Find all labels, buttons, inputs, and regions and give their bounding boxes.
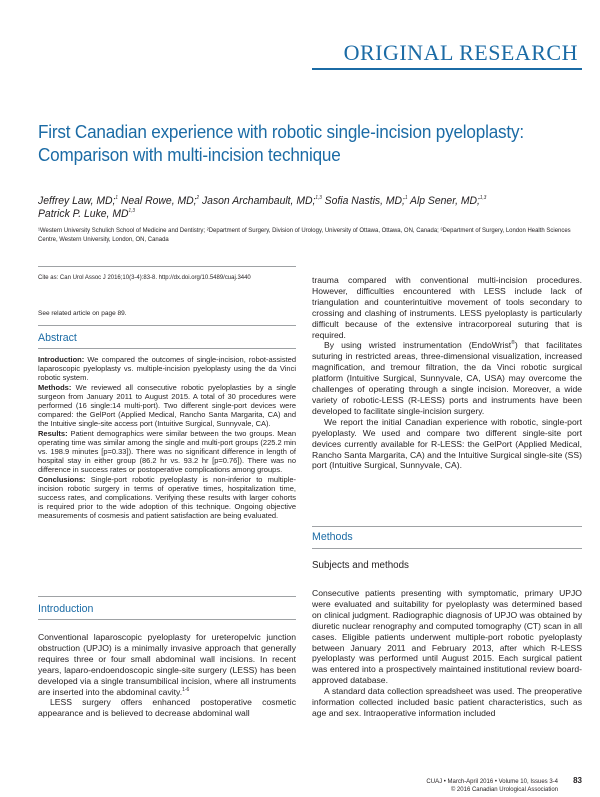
divider <box>38 596 296 597</box>
paragraph: Conventional laparoscopic pyeloplasty for ureteropelvic junction obstruction (UPJO) is a minimally invasive approach that generally requires three or four small abdominal wall incisions. In recent years, laparo-endoendoscopic single-site surgery (LESS) has been developed via a single transumbilical incision, where all instruments are inserted into the abdominal cavity. <box>38 632 296 697</box>
abstract-label: Introduction: <box>38 355 85 364</box>
introduction-body <box>38 632 296 719</box>
paragraph: Consecutive patients presenting with symptomatic, primary UPJO were evaluated and suitability for pyeloplasty was determined based on clinical judgment. Radiographic diagnosis of UPJO was obtained by diuretic nuclear renography and computed tomography (CT) scan in all cases. Eligible patients underwent multiple-port robotic pyeloplasty between January 2011 and February 2013, after which R-LESS pyeloplasty was performed until August 2015. Each surgical patient was entered into a prospectively maintained institutional review board-approved database. <box>312 588 582 686</box>
methods-heading: Methods <box>312 531 353 543</box>
abstract-text: Patient demographics were similar between the two groups. Mean operating time was similar among the single and multi-port groups (225.2 min vs. 198.9 minutes [p=0.33]). There was no significant difference in length of hospital stay in either group (86.2 hr vs. 93.2 hr [p=0.76]). There was no difference in success rates or postoperative complications among groups. <box>38 428 296 475</box>
abstract-heading: Abstract <box>38 332 77 344</box>
author-name: Jeffrey Law, MD; <box>38 195 116 207</box>
author-affil: 1,3 <box>315 195 322 202</box>
right-column-bottom <box>312 588 582 719</box>
author-name: Sofia Nastis, MD; <box>321 195 405 207</box>
divider <box>38 266 296 267</box>
divider <box>312 526 582 527</box>
abstract-text: We compared the outcomes of single-incision, robot-assisted laparoscopic pyeloplasty vs. multiple-incision pyeloplasty using the da Vinci robotic system. <box>38 355 296 383</box>
right-column-top <box>312 275 582 471</box>
divider <box>38 325 296 326</box>
author-name: Alp Sener, MD; <box>407 195 480 207</box>
author-affil: 2 <box>196 195 200 202</box>
paragraph: trauma compared with conventional multi-incision procedures. However, difficulties encountered with LESS include lack of triangulation and counterintuitive movement of tools secondary to crossing and clashing of instruments. LESS pyeloplasty is particularly difficult because of the extensive intracorporeal suturing that is required. <box>312 275 582 340</box>
article-title: First Canadian experience with robotic single-incision pyeloplasty: Comparison with multi-incision technique <box>38 121 524 165</box>
abstract-text: Single-port robotic pyeloplasty is non-inferior to multiple-incision robotic surgery in terms of operative times, hospitalization time, success rates, and complications. Verifying these results with larger cohorts is required prior to the wide adoption of this technique. Ongoing objective measurements of cosmesis and patient satisfaction are being evaluated. <box>38 474 296 521</box>
paragraph: By using wristed instrumentation (EndoWrist <box>324 340 512 351</box>
paragraph: A standard data collection spreadsheet was used. The preoperative information collected included basic patient characteristics, such as age and sex. Intraoperative information included <box>312 686 582 718</box>
abstract-label: Methods: <box>38 382 72 392</box>
author-affil: 1 <box>404 195 408 202</box>
author-affil: 1 <box>115 195 118 202</box>
page-number: 83 <box>573 776 582 785</box>
author-affil: 1,3 <box>479 195 487 202</box>
reference-marker: 1-6 <box>182 686 190 693</box>
section-label: ORIGINAL RESEARCH <box>343 40 578 65</box>
paragraph: ) that facilitates suturing in restricted areas, three-dimensional visualization, increased magnification, and tremour filtration, the da Vinci robotic surgical platform (Intuitive Surgical, Sunnyvale, CA, USA) may overcome the challenges of operating through a single incision. Moreover, a wide variety of robotic-LESS (R-LESS) ports and instruments have been developed to facilitate single-incision surgery. <box>312 340 582 416</box>
citation: Cite as: Can Urol Assoc J 2016;10(3-4):83-8. http://dx.doi.org/10.5489/cuaj.3440 <box>38 274 251 281</box>
abstract-label: Conclusions: <box>38 474 86 484</box>
paragraph: LESS surgery offers enhanced postoperative cosmetic appearance and is believed to decrease abdominal wall <box>38 697 296 719</box>
section-rule <box>312 68 582 70</box>
related-article-note: See related article on page 89. <box>38 310 127 317</box>
subjects-heading: Subjects and methods <box>312 560 409 571</box>
abstract-body <box>38 355 296 521</box>
divider <box>38 619 296 620</box>
divider <box>312 548 582 549</box>
registered-mark: ® <box>511 340 515 347</box>
affiliations: ¹Western University Schulich School of Medicine and Dentistry; ²Department of Surgery, Division of Urology, University of Ottawa, Ottawa, ON, Canada; ³Department of Surgery, London Health Sciences Centre, Western University, London, ON, Canada <box>38 227 571 243</box>
author-name: Jason Archambault, MD; <box>199 195 316 207</box>
abstract-label: Results: <box>38 428 68 438</box>
author-name: Patrick P. Luke, MD <box>38 208 129 221</box>
paragraph: We report the initial Canadian experience with robotic, single-port pyeloplasty. We used and compare two different single-site port devices currently available for R-LESS: the GelPort (Applied Medical, Rancho Santa Margarita, CA) and the Intuitive Surgical single-site (SS) port (Intuitive Surgical, Sunnyvale, CA). <box>312 416 582 471</box>
divider <box>38 348 296 349</box>
author-name: Neal Rowe, MD; <box>117 195 197 207</box>
author-list <box>38 195 553 222</box>
abstract-text: We reviewed all consecutive robotic pyeloplasties by a single surgeon from January 2011 to August 2015. A total of 30 procedures were performed (16 single:14 multi-port). Two different single-port devices were compared: the GelPort (Applied Medical, Rancho Santa Margarita, CA) and the Intuitive single-site access port (Intuitive Surgical, Sunnyvale, CA). <box>38 382 296 429</box>
introduction-heading: Introduction <box>38 603 94 615</box>
page-footer <box>268 778 558 794</box>
copyright: © 2016 Canadian Urological Association <box>450 787 558 793</box>
journal-issue: CUAJ • March-April 2016 • Volume 10, Issues 3-4 <box>426 779 558 785</box>
author-affil: 1,3 <box>128 208 135 215</box>
